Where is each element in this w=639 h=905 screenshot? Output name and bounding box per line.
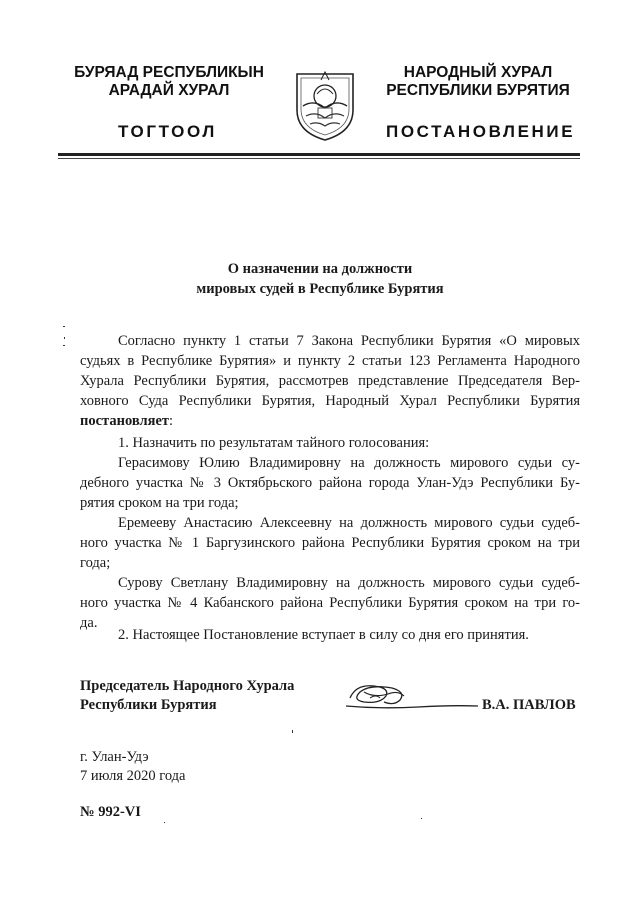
decree-punct: : xyxy=(169,413,174,429)
appointment-line: года; xyxy=(80,555,111,571)
right-org-line-1: НАРОДНЫЙ ХУРАЛ xyxy=(403,64,553,81)
appointment-line: Еремееву Анастасию Алексеевну на должность мирового судьи судеб- xyxy=(118,515,580,531)
position-line-1: Председатель Народного Хурала xyxy=(80,678,295,694)
appointment-line: дебного участка № 3 Октябрьского района города Улан-Удэ Республики Бу- xyxy=(80,475,580,491)
preamble-line: ховного Суда Республики Бурятия, Народный Хурал Республики Бурятия xyxy=(80,393,580,409)
preamble xyxy=(80,331,580,431)
item-2-text: 2. Настоящее Постановление вступает в силу со дня его принятия. xyxy=(118,627,529,643)
appointment-line: да. xyxy=(80,615,98,631)
header-rule-thick xyxy=(58,153,580,156)
scan-speck xyxy=(292,730,293,733)
scan-speck xyxy=(63,326,65,327)
place: г. Улан-Удэ xyxy=(80,749,149,765)
date: 7 июля 2020 года xyxy=(80,768,186,784)
decree-word: постановляет xyxy=(80,413,170,429)
handwritten-signature xyxy=(340,676,480,716)
preamble-line: Согласно пункту 1 статьи 7 Закона Республики Бурятия «О мировых xyxy=(118,333,580,349)
appointment-line: Герасимову Юлию Владимировну на должность мирового судьи су- xyxy=(118,455,580,471)
scan-speck xyxy=(63,345,65,346)
right-org-line-2: РЕСПУБЛИКИ БУРЯТИЯ xyxy=(386,82,570,99)
right-document-kind: ПОСТАНОВЛЕНИЕ xyxy=(386,122,576,141)
coat-of-arms-buryatia-icon xyxy=(294,66,356,142)
title-line-1: О назначении на должности xyxy=(227,261,413,277)
appointment-line: ного участка № 1 Баргузинского района Республики Бурятия сроком на три xyxy=(80,535,580,551)
header-rule-thin xyxy=(58,158,580,159)
position-line-2: Республики Бурятия xyxy=(80,697,217,713)
appointment-line: рятия сроком на три года; xyxy=(80,495,239,511)
appointment-line: ного участка № 4 Кабанского района Республики Бурятия сроком на три го- xyxy=(80,595,580,611)
left-org-line-2: АРАДАЙ ХУРАЛ xyxy=(108,82,230,99)
item-2 xyxy=(80,625,580,645)
left-org-line-1: БУРЯАД РЕСПУБЛИКЫН xyxy=(74,64,264,81)
scan-speck xyxy=(421,818,422,819)
signatory-position xyxy=(80,677,340,715)
item-1-heading: 1. Назначить по результатам тайного голосования: xyxy=(118,435,430,451)
decree-line xyxy=(80,411,580,431)
document-title xyxy=(120,259,520,299)
title-line-2: мировых судей в Республике Бурятия xyxy=(196,281,444,297)
signatory-name: В.А. ПАВЛОВ xyxy=(482,697,576,713)
scan-speck xyxy=(164,822,165,823)
preamble-line: Хурала Республики Бурятия, рассмотрев представление Председателя Вер- xyxy=(80,373,580,389)
document-number: № 992-VI xyxy=(80,804,141,820)
left-org-name xyxy=(60,64,278,100)
item-1 xyxy=(80,433,580,633)
left-document-kind: ТОГТООЛ xyxy=(118,122,217,141)
right-org-name xyxy=(372,64,584,100)
preamble-line: судьях в Республике Бурятия» и пункту 2 статьи 123 Регламента Народного xyxy=(80,353,580,369)
appointment-line: Сурову Светлану Владимировну на должность мирового судьи судеб- xyxy=(118,575,580,591)
scan-speck xyxy=(64,337,65,339)
